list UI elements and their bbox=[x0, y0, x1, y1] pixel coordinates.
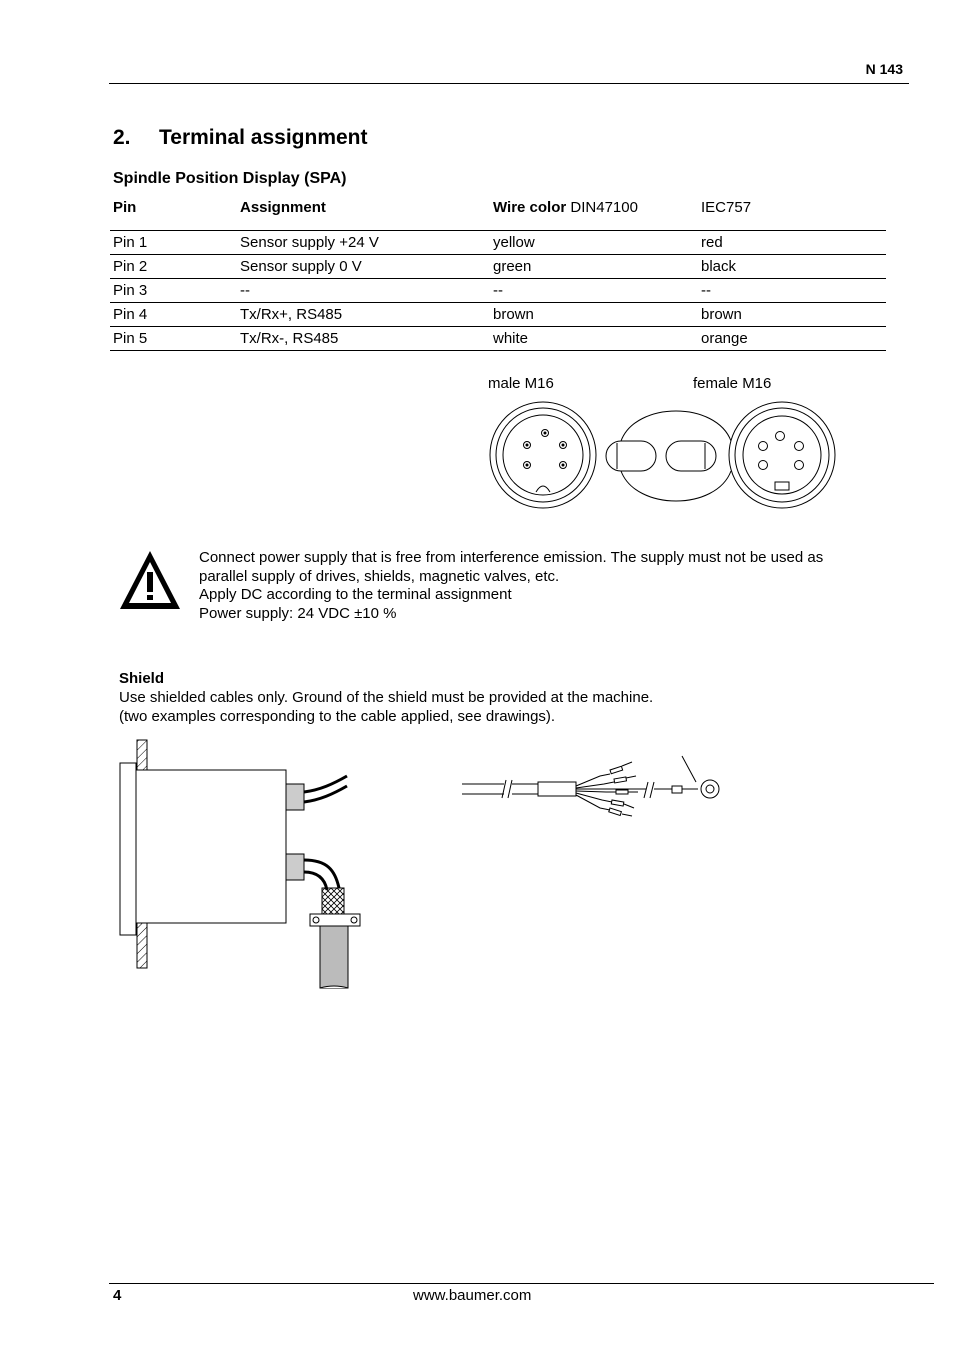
footer-url: www.baumer.com bbox=[413, 1287, 532, 1304]
document-code: N 143 bbox=[865, 61, 903, 77]
header-iec: IEC757 bbox=[701, 199, 752, 216]
shield-heading: Shield bbox=[119, 670, 165, 687]
cell-din: yellow bbox=[490, 231, 698, 255]
table-row bbox=[110, 255, 886, 279]
table-row bbox=[110, 327, 886, 351]
cell-iec: -- bbox=[698, 279, 886, 303]
header-wire-color bbox=[490, 196, 698, 231]
header-assignment: Assignment bbox=[240, 199, 326, 216]
warning-line: parallel supply of drives, shields, magnetic valves, etc. bbox=[199, 567, 560, 585]
cell-assignment: Sensor supply +24 V bbox=[237, 231, 490, 255]
cell-din: white bbox=[490, 327, 698, 351]
section-title: Terminal assignment bbox=[159, 126, 368, 149]
table-row bbox=[110, 279, 886, 303]
cell-din: green bbox=[490, 255, 698, 279]
warning-text bbox=[199, 549, 823, 623]
header-wire-color-label: Wire color bbox=[493, 199, 567, 216]
cell-pin: Pin 4 bbox=[110, 303, 237, 327]
table-header-row bbox=[110, 196, 886, 231]
warning-line: Power supply: 24 VDC ±10 % bbox=[199, 604, 397, 622]
header-din: DIN47100 bbox=[570, 199, 638, 216]
table-row bbox=[110, 231, 886, 255]
cell-assignment: -- bbox=[237, 279, 490, 303]
table-row bbox=[110, 303, 886, 327]
cell-assignment: Tx/Rx-, RS485 bbox=[237, 327, 490, 351]
pin-assignment-table bbox=[110, 196, 886, 351]
cell-din: -- bbox=[490, 279, 698, 303]
cell-din: brown bbox=[490, 303, 698, 327]
cell-pin: Pin 5 bbox=[110, 327, 237, 351]
cell-iec: orange bbox=[698, 327, 886, 351]
cell-iec: black bbox=[698, 255, 886, 279]
cell-pin: Pin 2 bbox=[110, 255, 237, 279]
cell-assignment: Tx/Rx+, RS485 bbox=[237, 303, 490, 327]
header-rule bbox=[109, 83, 909, 84]
warning-line: Connect power supply that is free from interference emission. The supply must not be used as bbox=[199, 549, 824, 566]
section-number: 2. bbox=[113, 126, 131, 149]
male-connector-label: male M16 bbox=[488, 375, 554, 392]
cell-pin: Pin 3 bbox=[110, 279, 237, 303]
shield-text bbox=[119, 688, 653, 726]
m16-connectors-drawing bbox=[486, 396, 842, 516]
cell-assignment: Sensor supply 0 V bbox=[237, 255, 490, 279]
warning-icon bbox=[117, 547, 183, 613]
cable-ring-terminal-drawing bbox=[460, 752, 722, 818]
cell-iec: brown bbox=[698, 303, 886, 327]
shield-line: Use shielded cables only. Ground of the shield must be provided at the machine. bbox=[119, 689, 654, 706]
header-pin: Pin bbox=[113, 199, 137, 216]
panel-mount-shield-drawing bbox=[115, 738, 370, 994]
female-connector-label: female M16 bbox=[693, 375, 772, 392]
warning-line: Apply DC according to the terminal assignment bbox=[199, 586, 512, 603]
page-number: 4 bbox=[113, 1287, 122, 1304]
shield-line: (two examples corresponding to the cable applied, see drawings). bbox=[119, 708, 556, 725]
cell-pin: Pin 1 bbox=[110, 231, 237, 255]
cell-iec: red bbox=[698, 231, 886, 255]
footer-rule bbox=[109, 1283, 934, 1284]
subheading: Spindle Position Display (SPA) bbox=[113, 170, 347, 187]
